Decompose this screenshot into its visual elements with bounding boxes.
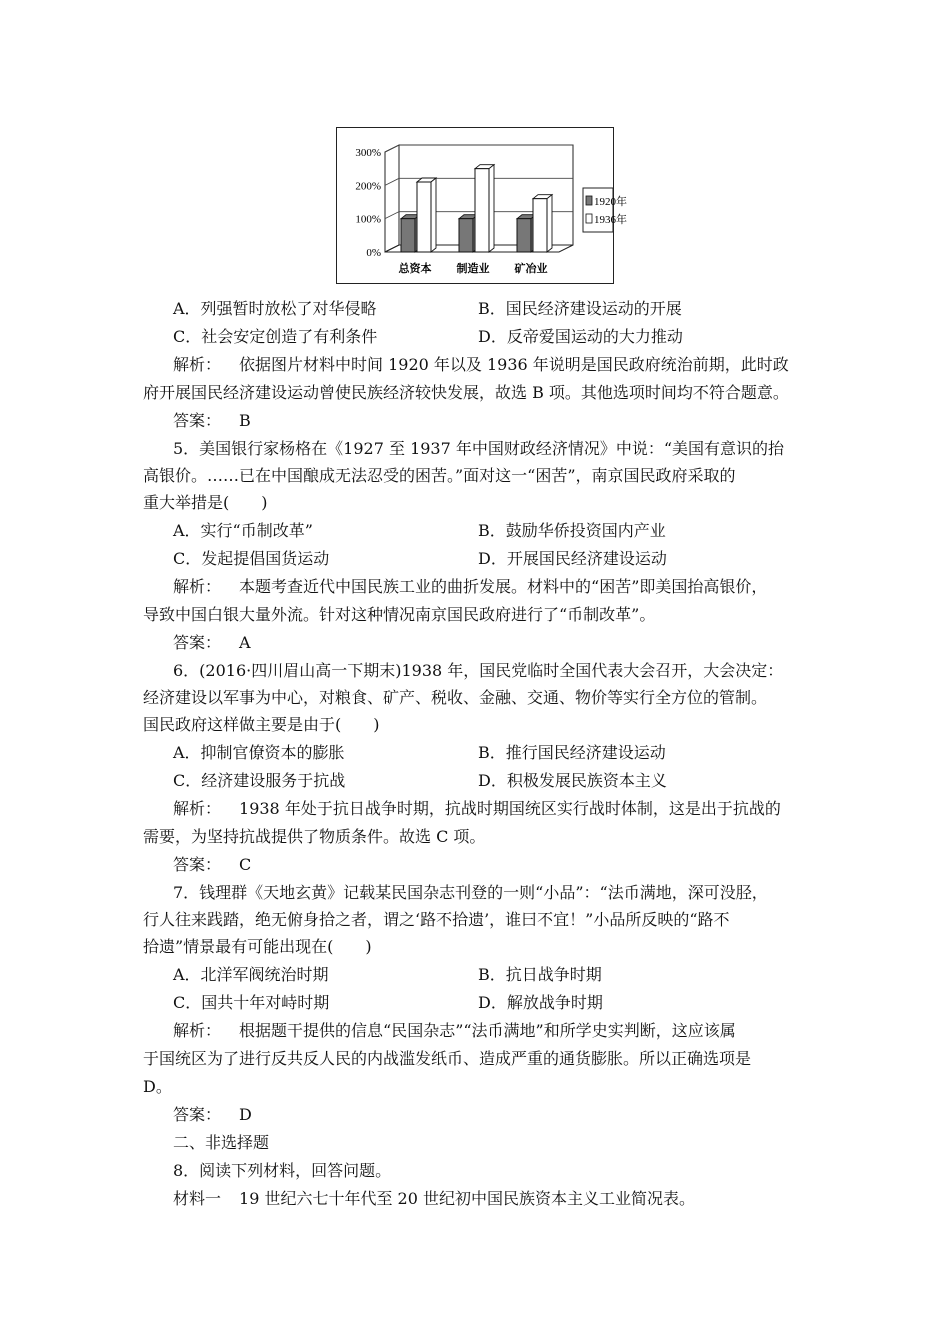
answer-label: 答案：: [173, 633, 222, 652]
q6-analysis-line-2: 需要，为坚持抗战提供了物质条件。故选 C 项。: [143, 827, 486, 846]
answer-label: 答案：: [173, 1105, 222, 1124]
q4-analysis-line-1: [173, 354, 789, 376]
bar-1920年-制造业: [459, 219, 473, 252]
q5-option-d: D．开展国民经济建设运动: [478, 549, 667, 568]
analysis-text: 1938 年处于抗日战争时期，抗战时期国统区实行战时体制，这是出于抗战的: [239, 799, 781, 818]
answer-value: B: [239, 411, 251, 430]
q7-stem-2: 行人往来践踏，绝无俯身拾之者，谓之‘路不拾遗’，谁曰不宜！”小品所反映的“路不: [143, 910, 730, 929]
q5-option-b: B．鼓励华侨投资国内产业: [478, 521, 666, 540]
bar-1920年-总资本: [401, 219, 415, 252]
section-heading: 二、非选择题: [173, 1133, 270, 1152]
bar-1936年-矿冶业: [533, 199, 547, 252]
q4-option-b: B．国民经济建设运动的开展: [478, 299, 682, 318]
q4-answer: [173, 410, 251, 432]
q5-analysis-line-1: [173, 576, 767, 598]
q6-stem-3: 国民政府这样做主要是由于( ): [143, 715, 380, 734]
y-tick-label: 300%: [355, 147, 381, 159]
bar-side: [431, 178, 436, 252]
x-category-label: 总资本: [398, 262, 432, 275]
q4-option-c: C．社会安定创造了有利条件: [173, 327, 378, 346]
q5-answer: [173, 632, 251, 654]
q5-option-c: C．发起提倡国货运动: [173, 549, 330, 568]
q5-analysis-line-2: 导致中国白银大量外流。针对这种情况南京国民政府进行了“币制改革”。: [143, 605, 656, 624]
q7-analysis-line-1: [173, 1020, 736, 1042]
q4-option-d: D．反帝爱国运动的大力推动: [478, 327, 683, 346]
legend-swatch: [586, 214, 592, 223]
q7-analysis-line-3: D。: [143, 1077, 172, 1096]
q6-answer: [173, 854, 251, 876]
q5-option-a: A．实行“币制改革”: [173, 521, 313, 540]
bar-1920年-矿冶业: [517, 219, 531, 252]
analysis-text: 依据图片材料中时间 1920 年以及 1936 年说明是国民政府统治前期，此时政: [239, 355, 789, 374]
analysis-text: 根据题干提供的信息“民国杂志”“法币满地”和所学史实判断，这应该属: [239, 1021, 736, 1040]
q6-option-d: D．积极发展民族资本主义: [478, 771, 667, 790]
y-tick-label: 200%: [355, 180, 381, 193]
q5-stem-2: 高银价。……已在中国酿成无法忍受的困苦。”面对这一“困苦”，南京国民政府采取的: [143, 466, 736, 485]
bar-chart: [337, 128, 627, 285]
q8-stem: 8．阅读下列材料，回答问题。: [173, 1161, 392, 1180]
q5-stem-1: 5．美国银行家杨格在《1927 至 1937 年中国财政经济情况》中说：“美国有意识的抬: [173, 439, 785, 458]
q4-analysis-line-2: 府开展国民经济建设运动曾使民族经济较快发展，故选 B 项。其他选项时间均不符合题意。: [143, 383, 789, 402]
q6-option-a: A．抑制官僚资本的膨胀: [173, 743, 345, 762]
q6-option-c: C．经济建设服务于抗战: [173, 771, 346, 790]
q7-stem-3: 拾遗”情景最有可能出现在( ): [143, 937, 372, 956]
q7-option-a: A．北洋军阀统治时期: [173, 965, 329, 984]
q6-stem-2: 经济建设以军事为中心，对粮食、矿产、税收、金融、交通、物价等实行全方位的管制。: [143, 688, 768, 707]
q7-analysis-line-2: 于国统区为了进行反共反人民的内战滥发纸币、造成严重的通货膨胀。所以正确选项是: [143, 1049, 752, 1068]
bar-side: [547, 195, 552, 252]
x-category-label: 矿冶业: [514, 262, 548, 275]
analysis-text: 本题考查近代中国民族工业的曲折发展。材料中的“困苦”即美国抬高银价，: [239, 577, 768, 596]
q6-stem-1: 6．(2016·四川眉山高一下期末)1938 年，国民党临时全国代表大会召开，大会决定：: [173, 661, 784, 680]
chart-figure: [336, 127, 627, 284]
x-category-label: 制造业: [456, 262, 490, 275]
analysis-label: 解析：: [173, 1021, 222, 1040]
analysis-label: 解析：: [173, 799, 222, 818]
legend-label: 1936年: [594, 214, 627, 226]
analysis-label: 解析：: [173, 577, 222, 596]
chart-side-wall: [385, 145, 399, 252]
y-tick-label: 100%: [355, 213, 381, 226]
answer-label: 答案：: [173, 855, 222, 874]
material-1: [173, 1188, 695, 1210]
q4-option-a: A．列强暂时放松了对华侵略: [173, 299, 377, 318]
answer-value: D: [239, 1105, 252, 1124]
chart-gridline: [385, 145, 573, 152]
q6-option-b: B．推行国民经济建设运动: [478, 743, 666, 762]
bar-1936年-制造业: [475, 169, 489, 252]
y-tick-label: 0%: [366, 247, 381, 259]
q7-stem-1: 7．钱理群《天地玄黄》记载某民国杂志刊登的一则“小品”：“法币满地，深可没胫，: [173, 883, 768, 902]
answer-value: C: [239, 855, 252, 874]
q7-option-b: B．抗日战争时期: [478, 965, 602, 984]
bar-1936年-总资本: [417, 182, 431, 252]
legend-label: 1920年: [594, 196, 627, 208]
answer-value: A: [239, 633, 251, 652]
q7-option-d: D．解放战争时期: [478, 993, 603, 1012]
legend-swatch: [586, 196, 592, 205]
answer-label: 答案：: [173, 411, 222, 430]
q7-option-c: C．国共十年对峙时期: [173, 993, 330, 1012]
q6-analysis-line-1: [173, 798, 781, 820]
analysis-label: 解析：: [173, 355, 222, 374]
material-label: 材料一: [173, 1189, 222, 1208]
bar-side: [489, 165, 494, 252]
material-text: 19 世纪六七十年代至 20 世纪初中国民族资本主义工业简况表。: [239, 1189, 695, 1208]
q5-stem-3: 重大举措是( ): [143, 493, 268, 512]
q7-answer: [173, 1104, 252, 1126]
